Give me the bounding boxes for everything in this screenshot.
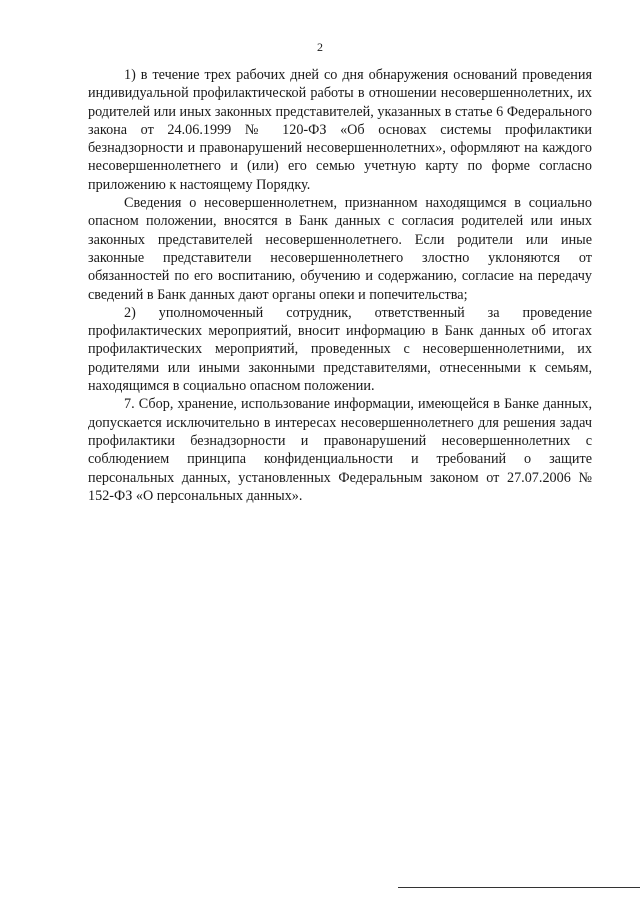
paragraph-consent: Сведения о несовершеннолетнем, признанном находящимся в социально опасном положении, вносятся в Банк данных с согласия родителей или иных законных представителей несовершеннолетнего. Если родители или иные законные представители несовершеннолетнего злостно уклоняются от обязанностей по его воспитанию, обучению и содержанию, согласие на передачу сведений в Банк данных дают органы опеки и попечительства;: [88, 195, 592, 303]
document-body: [88, 66, 592, 505]
paragraph-section-7: 7. Сбор, хранение, использование информации, имеющейся в Банке данных, допускается исключительно в интересах несовершеннолетнего для решения задач профилактики безнадзорности и правонарушений несовершеннолетних с соблюдением принципа конфиденциальности и требований о защите персональных данных, установленных Федеральным законом от 27.07.2006 № 152-ФЗ «О персональных данных».: [88, 396, 592, 504]
paragraph-item-2-officer: 2) уполномоченный сотрудник, ответственный за проведение профилактических мероприятий, вносит информацию в Банк данных об итогах профилактических мероприятий, проведенных с несовершеннолетними, их родителями или иными законными представителями, отнесенными к семьям, находящимся в социально опасном положении.: [88, 304, 592, 395]
paragraph-item-1-card: 1) в течение трех рабочих дней со дня обнаружения оснований проведения индивидуальной профилактической работы в отношении несовершеннолетних, их родителей или иных законных представителей, указанных в статье 6 Федерального закона от 24.06.1999 № 120-ФЗ «Об основах системы профилактики безнадзорности и правонарушений несовершеннолетних», оформляют на каждого несовершеннолетнего и (или) его семью учетную карту по форме согласно приложению к настоящему Порядку.: [88, 67, 592, 193]
bottom-divider: [398, 887, 640, 888]
page-number: 2: [317, 40, 323, 54]
